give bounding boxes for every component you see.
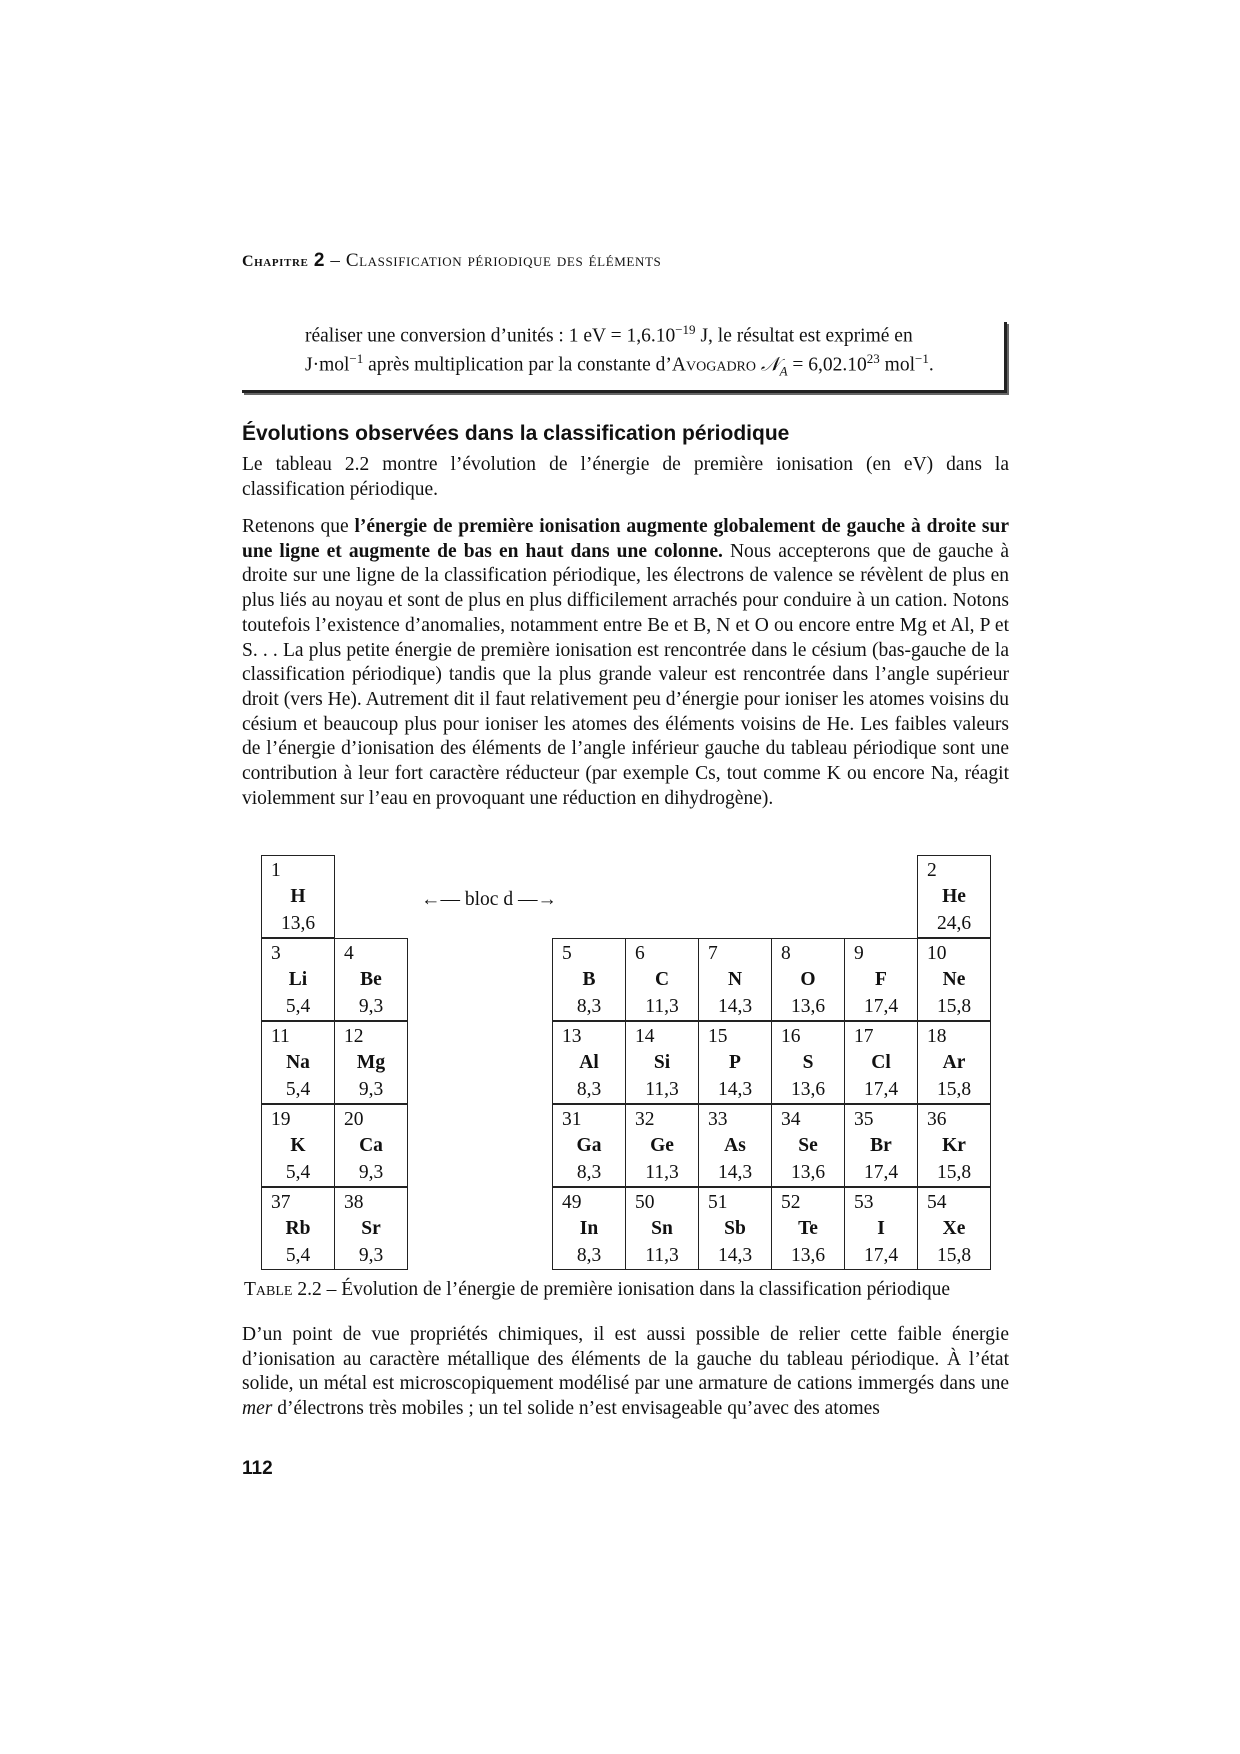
element-symbol: Na <box>286 1052 310 1073</box>
element-cell-ga <box>552 1104 626 1187</box>
caption-label: Table 2.2 <box>244 1279 322 1300</box>
element-cell-xe <box>917 1187 991 1270</box>
section-title: Évolutions observées dans la classification périodique <box>242 422 790 445</box>
element-symbol: Mg <box>356 1052 386 1073</box>
header-separator: – <box>325 250 346 271</box>
element-symbol: H <box>290 886 306 907</box>
atomic-number: 13 <box>562 1026 582 1047</box>
atomic-number: 32 <box>635 1109 655 1130</box>
element-symbol: Al <box>579 1052 599 1073</box>
ionization-energy: 17,4 <box>863 1079 899 1100</box>
note-text: . <box>928 354 934 376</box>
element-cell-si <box>625 1021 699 1104</box>
ionization-energy: 11,3 <box>645 1245 679 1266</box>
paragraph-intro: Le tableau 2.2 montre l’évolution de l’énergie de première ionisation (en eV) dans la classification périodique. <box>242 454 1009 500</box>
atomic-number: 53 <box>854 1192 874 1213</box>
element-cell-cl <box>844 1021 918 1104</box>
element-cell-te <box>771 1187 845 1270</box>
paragraph-metallic <box>242 1323 1009 1422</box>
element-cell-k <box>261 1104 335 1187</box>
ionization-energy: 9,3 <box>358 1162 384 1183</box>
atomic-number: 36 <box>927 1109 947 1130</box>
ionization-energy: 8,3 <box>576 996 602 1017</box>
chapter-word: Chapitre <box>242 253 309 270</box>
ionization-energy: 11,3 <box>645 996 679 1017</box>
ionization-energy: 9,3 <box>358 1245 384 1266</box>
atomic-number: 2 <box>927 860 937 881</box>
element-cell-na <box>261 1021 335 1104</box>
element-symbol: In <box>579 1218 599 1239</box>
atomic-number: 3 <box>271 943 281 964</box>
ionization-energy: 15,8 <box>936 1245 972 1266</box>
element-symbol: S <box>802 1052 814 1073</box>
element-cell-he <box>917 855 991 938</box>
ionization-energy: 5,4 <box>285 1162 311 1183</box>
note-exponent: −19 <box>675 322 696 337</box>
element-cell-n <box>698 938 772 1021</box>
element-cell-i <box>844 1187 918 1270</box>
ionization-energy: 5,4 <box>285 1079 311 1100</box>
note-exponent: −1 <box>349 351 364 366</box>
ionization-energy: 9,3 <box>358 996 384 1017</box>
caption-text: – Évolution de l’énergie de première ionisation dans la classification périodique <box>321 1279 951 1300</box>
ionization-energy: 11,3 <box>645 1079 679 1100</box>
atomic-number: 19 <box>271 1109 291 1130</box>
element-symbol: He <box>942 886 966 907</box>
ionization-energy: 13,6 <box>790 996 826 1017</box>
element-symbol: Rb <box>285 1218 311 1239</box>
ionization-energy: 17,4 <box>863 1245 899 1266</box>
ionization-energy: 17,4 <box>863 996 899 1017</box>
element-cell-li <box>261 938 335 1021</box>
element-symbol: Xe <box>942 1218 966 1239</box>
element-symbol: Be <box>360 969 382 990</box>
note-exponent: −1 <box>915 351 929 366</box>
avogadro-name: Avogadro <box>671 354 757 376</box>
element-cell-c <box>625 938 699 1021</box>
atomic-number: 8 <box>781 943 791 964</box>
paragraph-text: D’un point de vue propriétés chimiques, il est aussi possible de relier cette faible énergie d’ionisation au caractère métallique des éléments de la gauche du tableau périodique. À l’état solide, un métal est microscopiquement modélisé par une armature de cations immergés dans une <box>242 1324 1009 1395</box>
element-symbol: Ar <box>942 1052 966 1073</box>
element-cell-as <box>698 1104 772 1187</box>
atomic-number: 54 <box>927 1192 947 1213</box>
note-text: mol <box>879 354 915 376</box>
ionization-energy: 14,3 <box>717 1245 753 1266</box>
element-cell-s <box>771 1021 845 1104</box>
element-cell-h <box>261 855 335 938</box>
element-symbol: F <box>875 969 887 990</box>
element-cell-ar <box>917 1021 991 1104</box>
atomic-number: 1 <box>271 860 281 881</box>
ionization-energy-table <box>261 855 1000 1272</box>
ionization-energy: 13,6 <box>790 1162 826 1183</box>
element-symbol: Te <box>798 1218 818 1239</box>
note-text: J, le résultat est exprimé en <box>695 325 913 347</box>
atomic-number: 34 <box>781 1109 801 1130</box>
running-header <box>242 250 661 272</box>
note-line-2 <box>305 351 934 379</box>
element-cell-be <box>334 938 408 1021</box>
element-symbol: Li <box>288 969 308 990</box>
atomic-number: 49 <box>562 1192 582 1213</box>
element-symbol: Ne <box>942 969 966 990</box>
element-symbol: B <box>582 969 596 990</box>
atomic-number: 9 <box>854 943 864 964</box>
ionization-energy: 13,6 <box>280 913 316 934</box>
note-exponent: 23 <box>866 351 880 366</box>
atomic-number: 51 <box>708 1192 728 1213</box>
element-symbol: N <box>727 969 743 990</box>
atomic-number: 14 <box>635 1026 655 1047</box>
ionization-energy: 15,8 <box>936 1162 972 1183</box>
atomic-number: 6 <box>635 943 645 964</box>
element-cell-o <box>771 938 845 1021</box>
paragraph-text: d’électrons très mobiles ; un tel solide n’est envisageable qu’avec des atomes <box>272 1398 880 1420</box>
atomic-number: 52 <box>781 1192 801 1213</box>
ionization-energy: 11,3 <box>645 1162 679 1183</box>
avogadro-symbol: 𝒩 <box>756 354 780 376</box>
ionization-energy: 13,6 <box>790 1245 826 1266</box>
element-cell-se <box>771 1104 845 1187</box>
atomic-number: 37 <box>271 1192 291 1213</box>
atomic-number: 16 <box>781 1026 801 1047</box>
avogadro-subscript: A <box>779 363 788 379</box>
element-cell-in <box>552 1187 626 1270</box>
element-symbol: As <box>724 1135 746 1156</box>
atomic-number: 18 <box>927 1026 947 1047</box>
paragraph-bold-rule: l’énergie de première ionisation augmente globalement de gauche à droite sur une ligne et augmente de bas en haut dans une colonne. <box>242 516 1009 562</box>
paragraph-text: Retenons que <box>242 516 355 537</box>
element-cell-ge <box>625 1104 699 1187</box>
atomic-number: 20 <box>344 1109 364 1130</box>
note-text: après multiplication par la constante d’ <box>363 354 672 376</box>
element-cell-b <box>552 938 626 1021</box>
element-symbol: Sb <box>724 1218 746 1239</box>
element-symbol: Se <box>798 1135 818 1156</box>
element-cell-br <box>844 1104 918 1187</box>
element-cell-rb <box>261 1187 335 1270</box>
atomic-number: 50 <box>635 1192 655 1213</box>
ionization-energy: 24,6 <box>936 913 972 934</box>
element-symbol: Sn <box>651 1218 673 1239</box>
atomic-number: 38 <box>344 1192 364 1213</box>
ionization-energy: 14,3 <box>717 1162 753 1183</box>
table-caption <box>244 1279 950 1301</box>
ionization-energy: 5,4 <box>285 996 311 1017</box>
element-symbol: Sr <box>361 1218 381 1239</box>
bloc-d-label: ←— bloc d —→ <box>421 889 557 910</box>
note-text: J·mol <box>305 354 350 376</box>
note-line-1 <box>305 322 913 348</box>
atomic-number: 5 <box>562 943 572 964</box>
element-symbol: I <box>877 1218 885 1239</box>
chapter-title: Classification périodique des éléments <box>345 250 662 271</box>
page-number: 112 <box>242 1458 273 1479</box>
element-cell-mg <box>334 1021 408 1104</box>
element-symbol: Ge <box>650 1135 674 1156</box>
atomic-number: 33 <box>708 1109 728 1130</box>
element-cell-f <box>844 938 918 1021</box>
atomic-number: 10 <box>927 943 947 964</box>
element-symbol: Si <box>653 1052 671 1073</box>
ionization-energy: 5,4 <box>285 1245 311 1266</box>
element-cell-al <box>552 1021 626 1104</box>
element-cell-sn <box>625 1187 699 1270</box>
ionization-energy: 8,3 <box>576 1079 602 1100</box>
ionization-energy: 15,8 <box>936 1079 972 1100</box>
paragraph-trends <box>242 515 1009 811</box>
element-symbol: Br <box>870 1135 892 1156</box>
element-symbol: Ca <box>359 1135 383 1156</box>
element-symbol: Cl <box>871 1052 891 1073</box>
atomic-number: 31 <box>562 1109 582 1130</box>
element-cell-ca <box>334 1104 408 1187</box>
element-cell-sr <box>334 1187 408 1270</box>
ionization-energy: 15,8 <box>936 996 972 1017</box>
element-symbol: Kr <box>942 1135 966 1156</box>
atomic-number: 15 <box>708 1026 728 1047</box>
note-text: réaliser une conversion d’unités : 1 eV = 1,6.10 <box>305 325 676 347</box>
atomic-number: 4 <box>344 943 354 964</box>
element-cell-p <box>698 1021 772 1104</box>
chapter-number: 2 <box>313 250 326 271</box>
ionization-energy: 8,3 <box>576 1245 602 1266</box>
note-box <box>242 322 1007 393</box>
element-symbol: K <box>290 1135 306 1156</box>
element-symbol: O <box>800 969 816 990</box>
element-cell-sb <box>698 1187 772 1270</box>
ionization-energy: 17,4 <box>863 1162 899 1183</box>
atomic-number: 35 <box>854 1109 874 1130</box>
note-text: = 6,02.10 <box>787 354 867 376</box>
paragraph-italic: mer <box>242 1398 273 1420</box>
element-symbol: C <box>654 969 670 990</box>
paragraph-text: Nous accepterons que de gauche à droite sur une ligne de la classification périodique, les électrons de valence se révèlent de plus en plus liés au noyau et sont de plus en plus difficilement arrachés pour conduire à un cation. Notons toutefois l’existence d’anomalies, notamment entre Be et B, N et O ou encore entre Mg et Al, P et S. . . La plus petite énergie de première ionisation est rencontrée dans le césium (bas-gauche de la classification périodique) tandis que la plus grande valeur est rencontrée dans l’angle supérieur droit (vers He). Autrement dit il faut relativement peu d’énergie pour ioniser les atomes voisins du césium et beaucoup plus pour ioniser les atomes des éléments voisins de He. Les faibles valeurs de l’énergie d’ionisation des éléments de l’angle inférieur gauche du tableau périodique sont une contribution à leur fort caractère réducteur (par exemple Cs, tout comme K ou encore Na, réagit violemment sur l’eau en provoquant une réduction en dihydrogène). <box>242 540 1009 809</box>
element-symbol: Ga <box>576 1135 602 1156</box>
ionization-energy: 8,3 <box>576 1162 602 1183</box>
ionization-energy: 9,3 <box>358 1079 384 1100</box>
ionization-energy: 14,3 <box>717 1079 753 1100</box>
atomic-number: 12 <box>344 1026 364 1047</box>
element-cell-ne <box>917 938 991 1021</box>
ionization-energy: 14,3 <box>717 996 753 1017</box>
ionization-energy: 13,6 <box>790 1079 826 1100</box>
element-cell-kr <box>917 1104 991 1187</box>
atomic-number: 17 <box>854 1026 874 1047</box>
atomic-number: 7 <box>708 943 718 964</box>
atomic-number: 11 <box>271 1026 290 1047</box>
element-symbol: P <box>729 1052 741 1073</box>
